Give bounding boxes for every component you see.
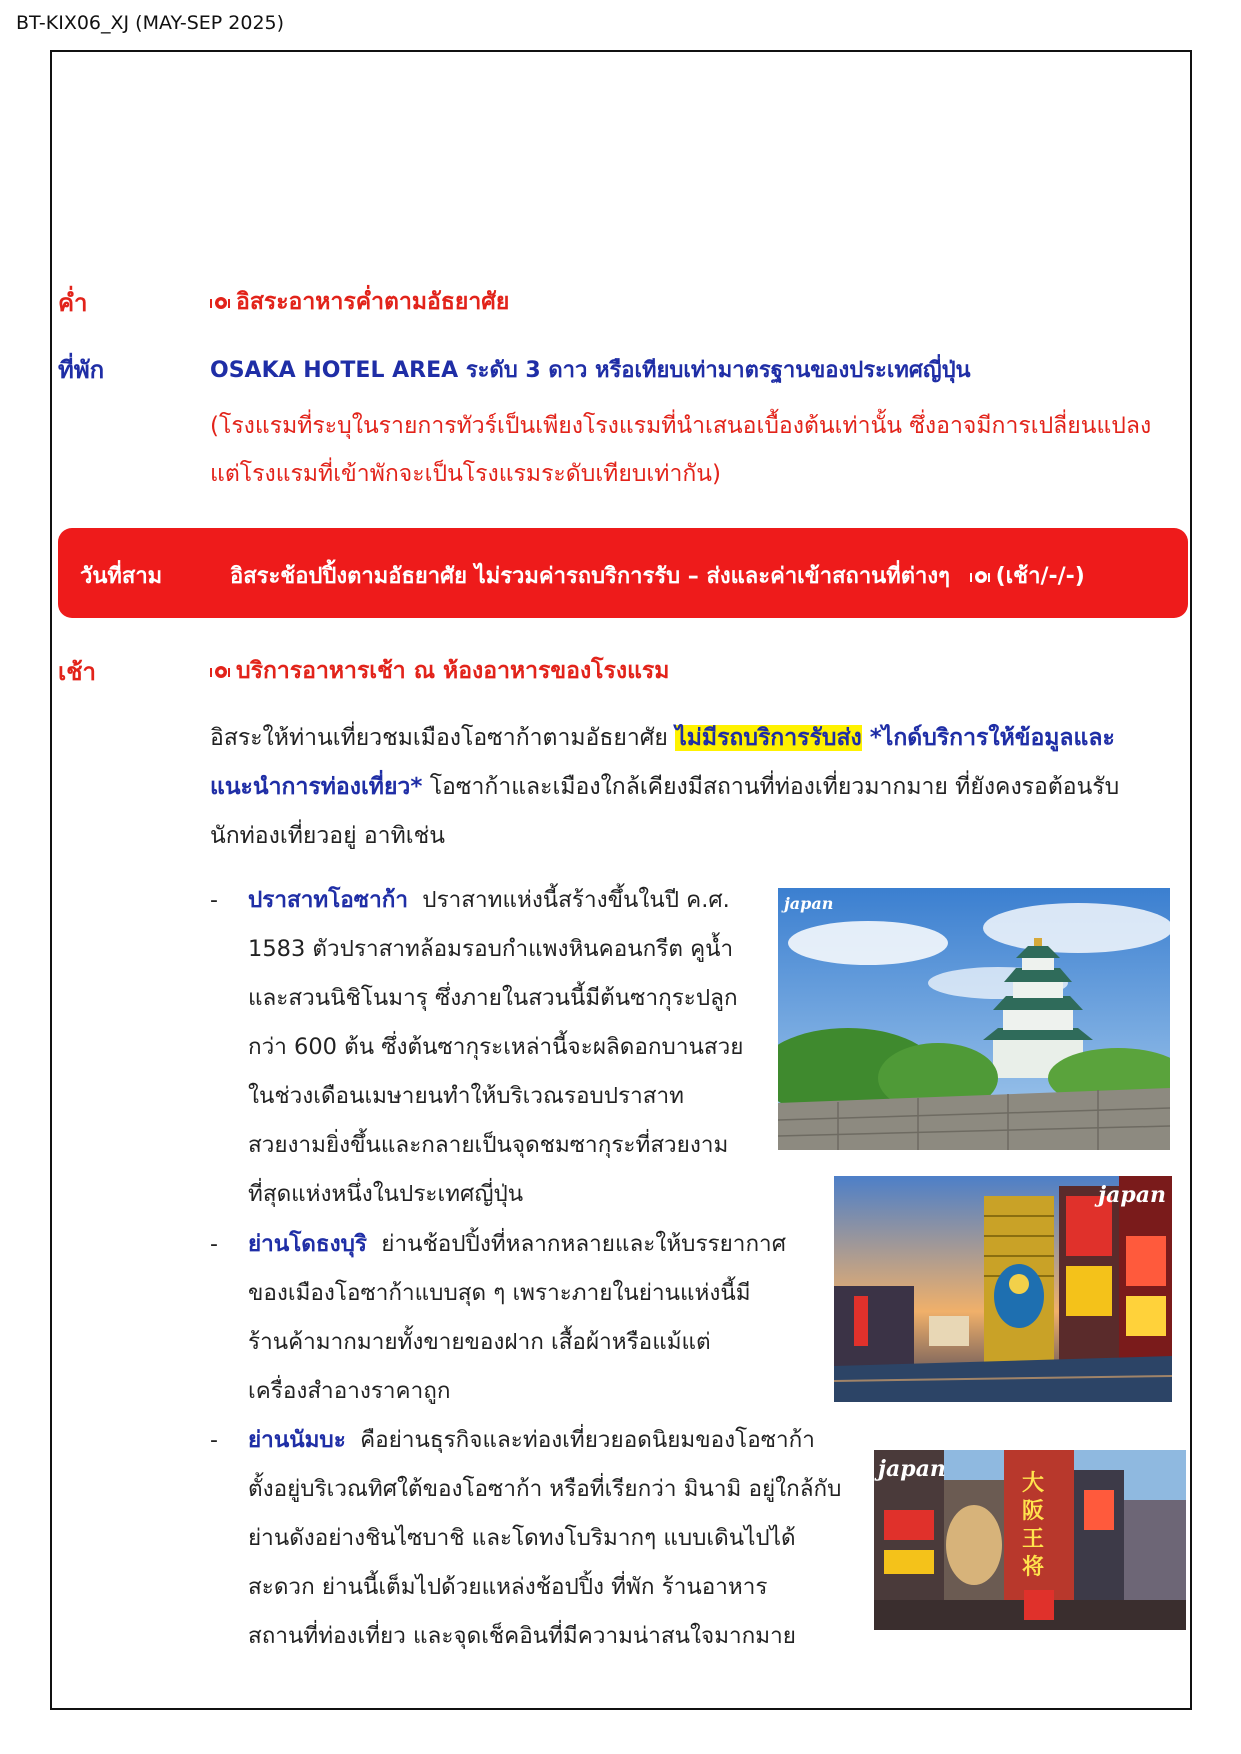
dotonbori-photo: [834, 1176, 1172, 1402]
attraction-line: เครื่องสำอางราคาถูก: [248, 1378, 451, 1404]
intro-line3: นักท่องเที่ยวอยู่ อาทิเช่น: [210, 823, 445, 849]
dinner-label: ค่ำ: [58, 289, 88, 317]
attraction-line: และสวนนิชิโนมารุ ซึ่งภายในสวนนี้มีต้นซากุระปลูก: [248, 985, 738, 1011]
breakfast-row: [210, 653, 669, 689]
bullet-dash: -: [210, 888, 218, 913]
attraction-line: ของเมืองโอซาก้าแบบสุด ๆ เพราะภายในย่านแห่งนี้มี: [248, 1280, 751, 1306]
day-title: [230, 558, 1085, 593]
hotel-label: ที่พัก: [58, 356, 105, 384]
intro-line2: [210, 763, 1190, 812]
guide-note-cont: แนะนำการท่องเที่ยว*: [210, 774, 423, 800]
attraction-line: 1583 ตัวปราสาทล้อมรอบกำแพงหินคอนกรีต คูน้ำ: [248, 936, 734, 962]
guide-note: *ไกด์บริการให้ข้อมูลและ: [861, 725, 1115, 751]
hotel-text: OSAKA HOTEL AREA ระดับ 3 ดาว หรือเทียบเท่ามาตรฐานของประเทศญี่ปุ่น: [210, 358, 971, 383]
attraction-name: ย่านโดธงบุริ: [248, 1231, 367, 1257]
attraction-line: ย่านดังอย่างชินไซบาชิ และโดทงโบริมากๆ แบบเดินไปได้: [248, 1525, 796, 1551]
attraction-line: สวยงามยิ่งขึ้นและกลายเป็นจุดชมซากุระที่สวยงาม: [248, 1132, 729, 1158]
intro-text-2: โอซาก้าและเมืองใกล้เคียงมีสถานที่ท่องเที่ยวมากมาย ที่ยังคงรอต้อนรับ: [422, 774, 1120, 800]
day-title-text: อิสระช้อปปิ้งตามอัธยาศัย ไม่รวมค่ารถบริการรับ – ส่งและค่าเข้าสถานที่ต่างๆ: [230, 564, 950, 589]
intro-line1: [210, 714, 1190, 763]
osaka-castle-photo: [778, 888, 1170, 1150]
shop-sign: 大阪王将: [1021, 1471, 1044, 1580]
dish-icon: [970, 570, 990, 584]
attraction-namba: [248, 1416, 868, 1661]
dinner-text: อิสระอาหารค่ำตามอัธยาศัย: [236, 289, 510, 315]
photo-watermark: japan: [878, 1456, 946, 1482]
attraction-line: ในช่วงเดือนเมษายนทำให้บริเวณรอบปราสาท: [248, 1083, 684, 1109]
attraction-line: ย่านช้อปปิ้งที่หลากหลายและให้บรรยากาศ: [381, 1231, 786, 1257]
attraction-name: ย่านนัมบะ: [248, 1427, 346, 1453]
attraction-dotonbori: [248, 1220, 828, 1416]
attraction-line: ร้านค้ามากมายทั้งขายของฝาก เสื้อผ้าหรือแม้แต่: [248, 1329, 711, 1355]
no-transfer-highlight: ไม่มีรถบริการรับส่ง: [675, 725, 862, 751]
attraction-name: ปราสาทโอซาก้า: [248, 887, 408, 913]
attraction-line: สะดวก ย่านนี้เต็มไปด้วยแหล่งช้อปปิ้ง ที่พัก ร้านอาหาร: [248, 1574, 768, 1600]
attraction-line: ที่สุดแห่งหนึ่งในประเทศญี่ปุ่น: [248, 1181, 524, 1207]
day-meals: (เช้า/-/-): [995, 564, 1085, 589]
breakfast-text: บริการอาหารเช้า ณ ห้องอาหารของโรงแรม: [236, 658, 670, 684]
bullet-dash: -: [210, 1232, 218, 1257]
attraction-line: ปราสาทแห่งนี้สร้างขึ้นในปี ค.ศ.: [422, 887, 730, 913]
intro-paragraph: [210, 714, 1190, 861]
hotel-note-line1: (โรงแรมที่ระบุในรายการทัวร์เป็นเพียงโรงแรมที่นำเสนอเบื้องต้นเท่านั้น ซึ่งอาจมีการเปลี่ยนแปลง: [210, 413, 1152, 439]
attraction-line: สถานที่ท่องเที่ยว และจุดเช็คอินที่มีความน่าสนใจมากมาย: [248, 1623, 796, 1649]
document-code: BT-KIX06_XJ (MAY-SEP 2025): [16, 12, 285, 34]
dinner-row: [210, 284, 509, 320]
dish-icon: [210, 296, 230, 310]
breakfast-label: เช้า: [58, 658, 96, 686]
bullet-dash: -: [210, 1428, 218, 1453]
day-label: วันที่สาม: [80, 564, 163, 589]
dish-icon: [210, 665, 230, 679]
attraction-line: คือย่านธุรกิจและท่องเที่ยวยอดนิยมของโอซาก้า: [360, 1427, 815, 1453]
day-banner: [58, 528, 1188, 618]
attraction-osaka-castle: [248, 876, 768, 1219]
attraction-line: ตั้งอยู่บริเวณทิศใต้ของโอซาก้า หรือที่เรียกว่า มินามิ อยู่ใกล้กับ: [248, 1476, 842, 1502]
photo-watermark: japan: [784, 894, 834, 913]
intro-text: อิสระให้ท่านเที่ยวชมเมืองโอซาก้าตามอัธยาศัย: [210, 725, 676, 751]
namba-photo: [874, 1450, 1186, 1630]
hotel-note-line2: แต่โรงแรมที่เข้าพักจะเป็นโรงแรมระดับเทียบเท่ากัน): [210, 461, 721, 487]
attraction-line: กว่า 600 ต้น ซึ่งต้นซากุระเหล่านี้จะผลิดอกบานสวย: [248, 1034, 744, 1060]
photo-watermark: japan: [1098, 1182, 1166, 1208]
